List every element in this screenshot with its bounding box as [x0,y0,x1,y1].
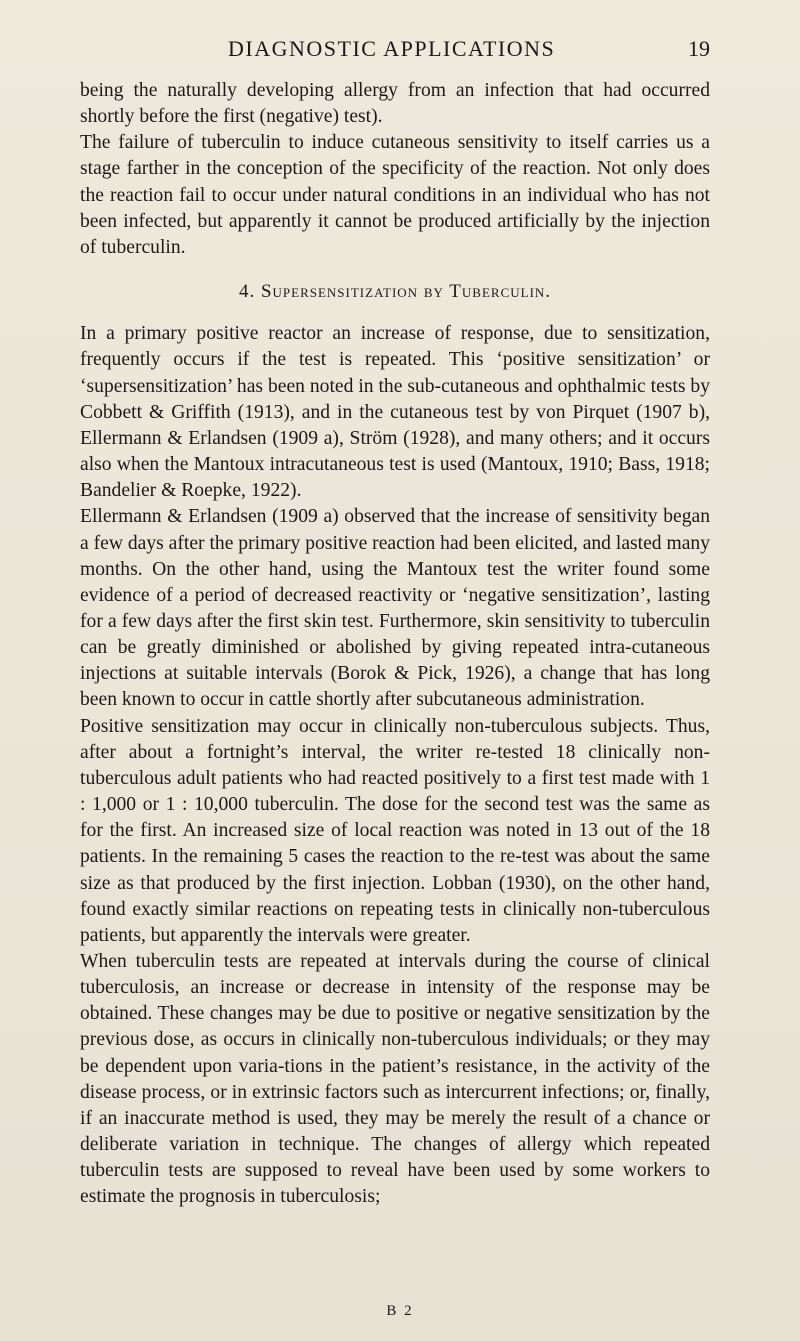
paragraph-continuation: being the naturally developing allergy from an infection that had occurred shortly before the first (negative) test). [80,80,710,128]
paragraph: When tuberculin tests are repeated at intervals during the course of clinical tuberculosis, an increase or decrease in intensity of the response may be obtained. These changes may be due to positive or negative sensitization by the previous dose, as occurs in clinically non-tuberculous individuals; or they may be dependent upon varia-tions in the patient’s resistance, in the activity of the disease process, or in extrinsic factors such as intercurrent infections; or, finally, if an inaccurate method is used, they may be merely the result of a chance or deliberate variation in technique. The changes of allergy which repeated tuberculin tests are supposed to reveal have been used by some workers to estimate the prognosis in tuberculosis; [80,951,710,1208]
signature-mark: B 2 [386,1303,414,1319]
body-text [80,78,710,1211]
running-title: DIAGNOSTIC APPLICATIONS [228,36,556,61]
page-number: 19 [688,36,710,61]
paragraph: Positive sensitization may occur in clinically non-tuberculous subjects. Thus, after about a fortnight’s interval, the writer re-tested 18 clinically non-tuberculous adult patients who had reacted positively to a first test made with 1 : 1,000 or 1 : 10,000 tuberculin. The dose for the second test was the same as for the first. An increased size of local reaction was noted in 13 out of the 18 patients. In the remaining 5 cases the reaction to the re-test was about the same size as that produced by the first injection. Lobban (1930), on the other hand, found exactly similar reactions on repeating tests in clinically non-tuberculous patients, but apparently the intervals were greater. [80,715,710,946]
page-header [80,36,710,66]
paragraph: The failure of tuberculin to induce cutaneous sensitivity to itself carries us a stage farther in the conception of the specificity of the reaction. Not only does the reaction fail to occur under natural conditions in an individual who has not been infected, but apparently it cannot be produced artificially by the injection of tuberculin. [80,132,710,258]
paragraph: Ellermann & Erlandsen (1909 a) observed that the increase of sensitivity began a few days after the primary positive reaction had been elicited, and lasted many months. On the other hand, using the Mantoux test the writer found some evidence of a period of decreased reactivity or ‘negative sensitization’, lasting for a few days after the first skin test. Furthermore, skin sensitivity to tuberculin can be greatly diminished or abolished by giving repeated intra-cutaneous injections at suitable intervals (Borok & Pick, 1926), a change that has long been known to occur in cattle shortly after subcutaneous administration. [80,506,711,711]
paragraph: In a primary positive reactor an increase of response, due to sensitization, frequently occurs if the test is repeated. This ‘positive sensitization’ or ‘supersensitization’ has been noted in the sub-cutaneous and ophthalmic tests by Cobbett & Griffith (1913), and in the cutaneous test by von Pirquet (1907 b), Ellermann & Erlandsen (1909 a), Ström (1928), and many others; and it occurs also when the Mantoux intracutaneous test is used (Mantoux, 1910; Bass, 1918; Bandelier & Roepke, 1922). [80,323,710,502]
section-heading: 4. Supersensitization by Tuberculin. [238,281,552,303]
